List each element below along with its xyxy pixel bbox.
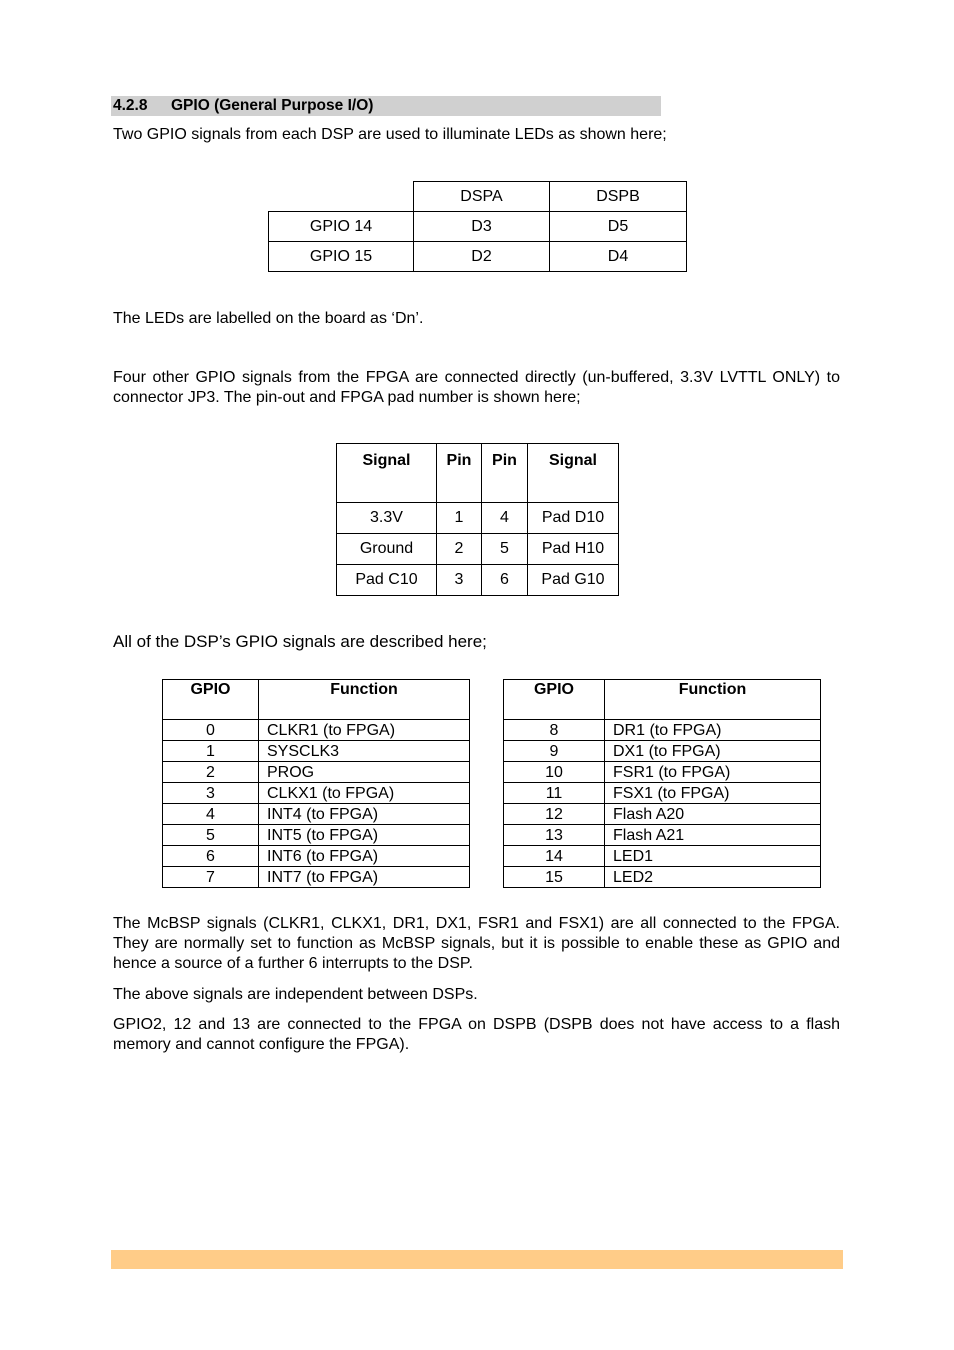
gpio-function-cell: INT6 (to FPGA) (259, 846, 470, 867)
table-row (269, 242, 687, 272)
table-row (163, 783, 470, 804)
table-row (504, 783, 821, 804)
pinout-header-cell: Signal (337, 444, 437, 503)
table-row (163, 867, 470, 888)
table-row (337, 503, 619, 534)
table-cell: 5 (482, 534, 528, 565)
gpio-number-cell: 9 (504, 741, 605, 762)
table-row (163, 741, 470, 762)
gpio-function-cell: SYSCLK3 (259, 741, 470, 762)
gpio-number-cell: 2 (163, 762, 259, 783)
gpio-function-cell: INT5 (to FPGA) (259, 825, 470, 846)
gpio-number-cell: 3 (163, 783, 259, 804)
gpio-function-cell: FSR1 (to FPGA) (605, 762, 821, 783)
gpio-number-cell: 5 (163, 825, 259, 846)
gpio-number-cell: 1 (163, 741, 259, 762)
gpio-function-cell: Flash A20 (605, 804, 821, 825)
table-row (504, 804, 821, 825)
led-table-header-cell: DSPA (414, 182, 550, 212)
table-cell: GPIO 15 (269, 242, 414, 272)
table-row (163, 720, 470, 741)
gpio-number-cell: 15 (504, 867, 605, 888)
gpio-number-cell: 4 (163, 804, 259, 825)
table-row (163, 762, 470, 783)
table-row (504, 825, 821, 846)
table-cell: Pad H10 (528, 534, 619, 565)
gpio-table-right (503, 679, 821, 888)
gpio-function-cell: CLKR1 (to FPGA) (259, 720, 470, 741)
gpio-function-cell: PROG (259, 762, 470, 783)
table-row (504, 846, 821, 867)
table-row (504, 741, 821, 762)
led-table-corner (269, 182, 414, 212)
table-cell: D4 (550, 242, 687, 272)
table-row (269, 212, 687, 242)
gpio-number-cell: 7 (163, 867, 259, 888)
table-cell: 6 (482, 565, 528, 596)
table-cell: Ground (337, 534, 437, 565)
table-row (337, 565, 619, 596)
gpio-header-cell: GPIO (504, 680, 605, 720)
table-row (504, 720, 821, 741)
table-cell: D5 (550, 212, 687, 242)
section-heading (111, 96, 661, 116)
table-row (163, 846, 470, 867)
table-cell: 1 (437, 503, 482, 534)
pinout-header-cell: Pin (437, 444, 482, 503)
gpio2-paragraph: GPIO2, 12 and 13 are connected to the FPGA on DSPB (DSPB does not have access to a flash memory and cannot configure the FPGA). (113, 1016, 840, 1053)
table-cell: D2 (414, 242, 550, 272)
table-cell: Pad G10 (528, 565, 619, 596)
gpio-number-cell: 0 (163, 720, 259, 741)
dsp-gpio-paragraph: All of the DSP’s GPIO signals are described here; (113, 632, 487, 651)
table-row (504, 867, 821, 888)
gpio-number-cell: 13 (504, 825, 605, 846)
led-table-header-cell: DSPB (550, 182, 687, 212)
gpio-function-cell: DR1 (to FPGA) (605, 720, 821, 741)
pinout-header-cell: Pin (482, 444, 528, 503)
gpio-header-row (504, 680, 821, 720)
gpio-function-cell: CLKX1 (to FPGA) (259, 783, 470, 804)
led-note-paragraph: The LEDs are labelled on the board as ‘Dn’. (113, 310, 424, 327)
section-number: 4.2.8 (113, 97, 148, 114)
table-cell: D3 (414, 212, 550, 242)
gpio-number-cell: 6 (163, 846, 259, 867)
table-cell: Pad C10 (337, 565, 437, 596)
table-row (337, 534, 619, 565)
gpio-header-cell: Function (605, 680, 821, 720)
gpio-number-cell: 11 (504, 783, 605, 804)
table-cell: 3.3V (337, 503, 437, 534)
gpio-header-row (163, 680, 470, 720)
section-title: GPIO (General Purpose I/O) (171, 97, 374, 114)
table-cell: GPIO 14 (269, 212, 414, 242)
table-cell: 4 (482, 503, 528, 534)
gpio-function-cell: DX1 (to FPGA) (605, 741, 821, 762)
gpio-table-left (162, 679, 470, 888)
independent-paragraph: The above signals are independent between DSPs. (113, 986, 478, 1003)
table-row (163, 825, 470, 846)
gpio-header-cell: GPIO (163, 680, 259, 720)
led-table (268, 181, 687, 272)
gpio-function-cell: INT4 (to FPGA) (259, 804, 470, 825)
pinout-table (336, 443, 619, 596)
gpio-function-cell: LED2 (605, 867, 821, 888)
table-cell: 2 (437, 534, 482, 565)
gpio-number-cell: 10 (504, 762, 605, 783)
table-cell: Pad D10 (528, 503, 619, 534)
led-table-header-row (269, 182, 687, 212)
table-cell: 3 (437, 565, 482, 596)
gpio-number-cell: 8 (504, 720, 605, 741)
footer-bar (111, 1250, 843, 1269)
mcbsp-paragraph: The McBSP signals (CLKR1, CLKX1, DR1, DX1, FSR1 and FSX1) are all connected to the FPGA. They are normally set to function as McBSP signals, but it is possible to enable these as GPIO and hence a source of a further 6 interrupts to the DSP. (113, 915, 840, 972)
gpio-function-cell: LED1 (605, 846, 821, 867)
pinout-header-row (337, 444, 619, 503)
table-row (163, 804, 470, 825)
intro-paragraph: Two GPIO signals from each DSP are used to illuminate LEDs as shown here; (113, 126, 667, 143)
gpio-function-cell: Flash A21 (605, 825, 821, 846)
gpio-number-cell: 14 (504, 846, 605, 867)
gpio-function-cell: FSX1 (to FPGA) (605, 783, 821, 804)
fpga-paragraph: Four other GPIO signals from the FPGA are connected directly (un-buffered, 3.3V LVTTL ONLY) to connector JP3. The pin-out and FPGA pad number is shown here; (113, 369, 840, 406)
gpio-function-cell: INT7 (to FPGA) (259, 867, 470, 888)
gpio-header-cell: Function (259, 680, 470, 720)
pinout-header-cell: Signal (528, 444, 619, 503)
gpio-number-cell: 12 (504, 804, 605, 825)
table-row (504, 762, 821, 783)
